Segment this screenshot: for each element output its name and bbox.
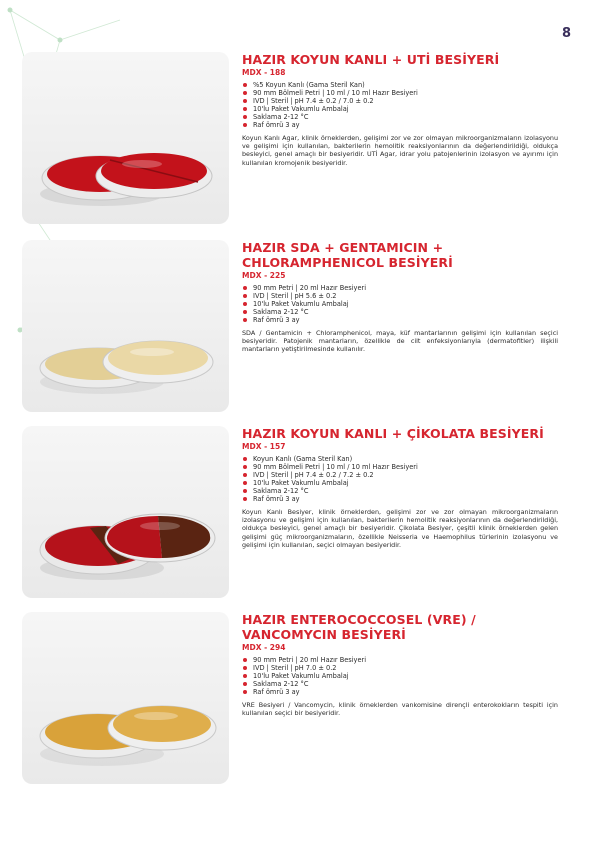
feature-item: 90 mm Bölmeli Petri | 10 ml / 10 ml Hazır Besiyeri [242,463,558,471]
product-description: VRE Besiyeri / Vancomycin, klinik örneklerden vankomisine dirençli enterokokların tespiti için kullanılan seçici bir besiyeridir. [242,701,558,718]
product-code: MDX - 294 [242,643,286,652]
feature-list [242,284,558,324]
feature-item: IVD | Steril | pH 5.6 ± 0.2 [242,292,558,300]
product-card [22,240,574,412]
feature-list [242,455,558,503]
product-description: Koyun Kanlı Besiyer, klinik örneklerden, gelişimi zor ve zor olmayan mikroorganizmaların izolasyonu ve gelişimi için kullanılan, bakterilerin hemolitik reaksiyonlarının da değerlendirildiği, oldukça besleyici, genel amaçlı bir besiyeridir. Çikolata Besiyer, çeşitli klinik örneklerden gelen gelişimi güç mikroorganizmaların, özellikle Neisseria ve Haemophilus türlerinin izolasyonu ve gelişimi için kullanılan, seçici olmayan besiyeridir. [242,508,558,549]
feature-item: 90 mm Petri | 20 ml Hazır Besiyeri [242,656,558,664]
product-title: HAZIR ENTEROCOCCOSEL (VRE) / VANCOMYCIN BESİYERİ [242,612,476,642]
feature-list [242,656,558,696]
product-photo [22,240,229,412]
feature-item: Saklama 2-12 °C [242,113,558,121]
product-title: HAZIR KOYUN KANLI + ÇİKOLATA BESİYERİ [242,426,544,441]
feature-item: Raf ömrü 3 ay [242,495,558,503]
feature-item: %5 Koyun Kanlı (Gama Steril Kan) [242,81,558,89]
product-description: SDA / Gentamicin + Chloramphenicol, maya, küf mantarlarının gelişimi için kullanılan seçici besiyeridir. Patojenik mantarların, özellikle de cilt enfeksiyonlarıyla (dermatofitler) ilişkili mantarların yetiştirilmesinde kullanılır. [242,329,558,354]
page-number: 8 [561,26,571,41]
product-photo [22,612,229,784]
feature-item: IVD | Steril | pH 7.0 ± 0.2 [242,664,558,672]
product-code: MDX - 188 [242,68,286,77]
feature-item: Raf ömrü 3 ay [242,316,558,324]
product-code: MDX - 157 [242,442,286,451]
feature-list [242,81,558,129]
feature-item: Saklama 2-12 °C [242,308,558,316]
product-title: HAZIR KOYUN KANLI + UTİ BESİYERİ [242,52,500,67]
petri-dish-illustration [22,52,229,224]
product-title: HAZIR SDA + GENTAMICIN + CHLORAMPHENICOL BESİYERİ [242,240,453,270]
feature-item: 90 mm Petri | 20 ml Hazır Besiyeri [242,284,558,292]
product-photo [22,426,229,598]
feature-item: Koyun Kanlı (Gama Steril Kan) [242,455,558,463]
feature-item: 10'lu Paket Vakumlu Ambalaj [242,479,558,487]
product-description: Koyun Kanlı Agar, klinik örneklerden, gelişimi zor ve zor olmayan mikroorganizmaların izolasyonu ve gelişimi için kullanılan, bakterilerin hemolitik reaksiyonlarının da değerlendirildiği, oldukça besleyici, genel amaçlı bir besiyeridir. UTİ Agar, idrar yolu patojenlerinin izolasyon ve ayırımı için kullanılan kromojenik besiyeridir. [242,134,558,167]
feature-item: 10'lu Paket Vakumlu Ambalaj [242,672,558,680]
feature-item: IVD | Steril | pH 7.4 ± 0.2 / 7.0 ± 0.2 [242,97,558,105]
feature-item: Saklama 2-12 °C [242,680,558,688]
product-card [22,426,574,598]
product-code: MDX - 225 [242,271,286,280]
feature-item: Raf ömrü 3 ay [242,688,558,696]
petri-dish-illustration [22,426,229,598]
petri-dish-illustration [22,612,229,784]
feature-item: 10'lu Paket Vakumlu Ambalaj [242,300,558,308]
petri-dish-illustration [22,240,229,412]
product-card [22,52,574,224]
feature-item: Saklama 2-12 °C [242,487,558,495]
product-photo [22,52,229,224]
feature-item: Raf ömrü 3 ay [242,121,558,129]
feature-item: IVD | Steril | pH 7.4 ± 0.2 / 7.2 ± 0.2 [242,471,558,479]
feature-item: 10'lu Paket Vakumlu Ambalaj [242,105,558,113]
product-card [22,612,574,784]
feature-item: 90 mm Bölmeli Petri | 10 ml / 10 ml Hazır Besiyeri [242,89,558,97]
